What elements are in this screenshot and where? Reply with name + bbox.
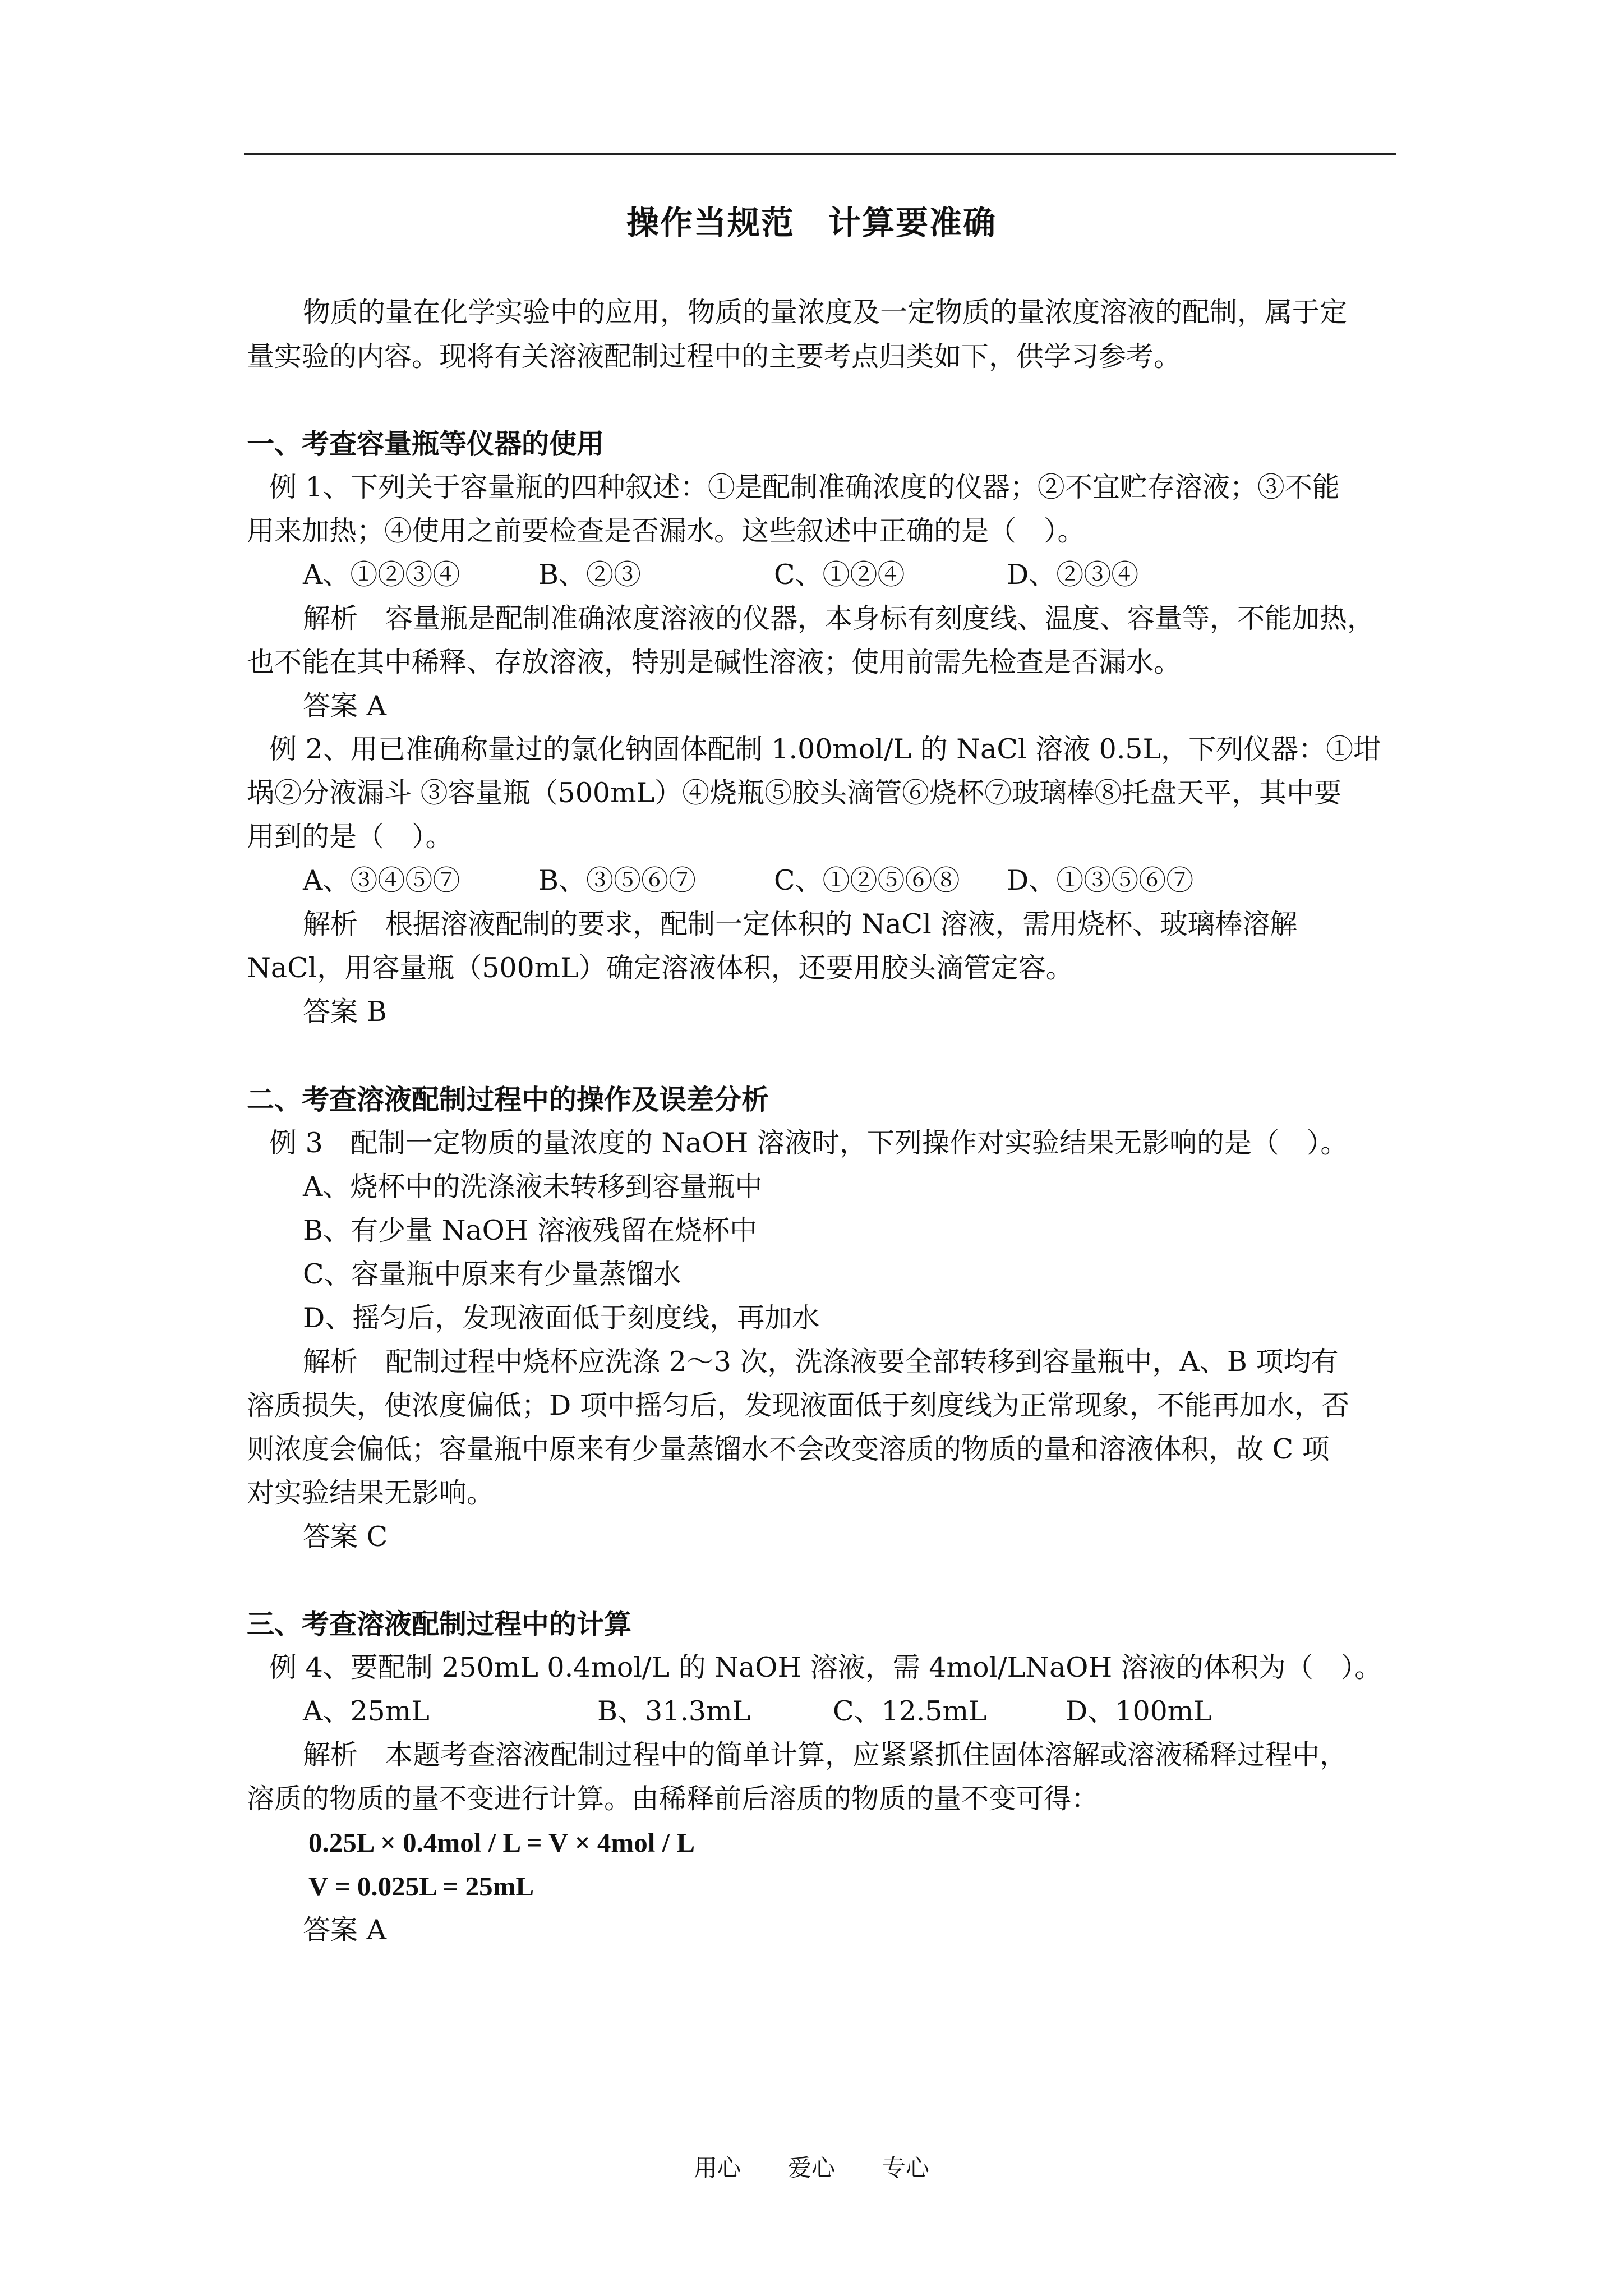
ex4-analysis-line-2: 溶质的物质的量不变进行计算。由稀释前后溶质的物质的量不变可得： — [247, 1783, 1099, 1815]
ex2-option-d: D、①③⑤⑥⑦ — [1007, 864, 1194, 896]
ex2-question-line-1: 例 2、用已准确称量过的氯化钠固体配制 1.00mol/L 的 NaCl 溶液 0.5L，下列仪器：①坩 — [269, 733, 1381, 765]
page-footer: 用心 爱心 专心 — [693, 2154, 929, 2182]
header-rule — [244, 153, 1396, 155]
ex2-question-line-2: 埚②分液漏斗 ③容量瓶（500mL）④烧瓶⑤胶头滴管⑥烧杯⑦玻璃棒⑧托盘天平，其中要 — [247, 777, 1342, 809]
ex1-answer: 答案 A — [303, 690, 386, 722]
ex2-answer: 答案 B — [303, 996, 387, 1028]
ex1-option-a: A、①②③④ — [303, 559, 460, 591]
ex3-answer: 答案 C — [303, 1521, 388, 1553]
ex4-option-a: A、25mL — [303, 1695, 430, 1727]
ex3-analysis-line-2: 溶质损失，使浓度偏低；D 项中摇匀后，发现液面低于刻度线为正常现象，不能再加水，否 — [247, 1389, 1349, 1421]
ex1-option-b: B、②③ — [538, 559, 642, 591]
ex4-formula-2: V = 0.025L = 25mL — [308, 1871, 534, 1902]
ex2-question-line-3: 用到的是（ ）。 — [247, 821, 453, 853]
ex3-option-d: D、摇匀后，发现液面低于刻度线，再加水 — [303, 1302, 820, 1334]
ex3-option-c: C、容量瓶中原来有少量蒸馏水 — [303, 1258, 681, 1290]
ex4-option-d: D、100mL — [1066, 1695, 1212, 1727]
ex4-formula-1: 0.25L × 0.4mol / L = V × 4mol / L — [308, 1827, 695, 1858]
ex3-analysis-line-4: 对实验结果无影响。 — [247, 1477, 495, 1509]
ex2-option-c: C、①②⑤⑥⑧ — [774, 864, 960, 896]
ex3-analysis-line-1: 解析 配制过程中烧杯应洗涤 2～3 次，洗涤液要全部转移到容量瓶中，A、B 项均有 — [303, 1346, 1339, 1378]
ex3-option-b: B、有少量 NaOH 溶液残留在烧杯中 — [303, 1214, 758, 1246]
ex4-answer: 答案 A — [303, 1914, 386, 1946]
ex1-option-c: C、①②④ — [774, 559, 905, 591]
ex1-analysis-line-1: 解析 容量瓶是配制准确浓度溶液的仪器，本身标有刻度线、温度、容量等，不能加热， — [303, 602, 1375, 634]
ex2-option-a: A、③④⑤⑦ — [303, 864, 460, 896]
page-title: 操作当规范 计算要准确 — [626, 204, 997, 242]
ex2-analysis-line-2: NaCl，用容量瓶（500mL）确定溶液体积，还要用胶头滴管定容。 — [247, 952, 1073, 984]
ex1-question-line-2: 用来加热；④使用之前要检查是否漏水。这些叙述中正确的是（ ）。 — [247, 515, 1085, 547]
ex2-option-b: B、③⑤⑥⑦ — [538, 864, 697, 896]
ex3-option-a: A、烧杯中的洗涤液未转移到容量瓶中 — [303, 1171, 763, 1203]
ex4-option-c: C、12.5mL — [833, 1695, 987, 1727]
section-heading-3: 三、考查溶液配制过程中的计算 — [247, 1608, 632, 1640]
ex4-analysis-line-1: 解析 本题考查溶液配制过程中的简单计算，应紧紧抓住固体溶解或溶液稀释过程中， — [303, 1739, 1348, 1771]
ex3-question: 例 3 配制一定物质的量浓度的 NaOH 溶液时，下列操作对实验结果无影响的是（ ）。 — [269, 1127, 1348, 1159]
ex3-analysis-line-3: 则浓度会偏低；容量瓶中原来有少量蒸馏水不会改变溶质的物质的量和溶液体积，故 C 项 — [247, 1433, 1330, 1465]
intro-line-2: 量实验的内容。现将有关溶液配制过程中的主要考点归类如下，供学习参考。 — [247, 341, 1182, 372]
section-heading-1: 一、考查容量瓶等仪器的使用 — [247, 427, 605, 460]
section-heading-2: 二、考查溶液配制过程中的操作及误差分析 — [247, 1083, 769, 1116]
ex4-question: 例 4、要配制 250mL 0.4mol/L 的 NaOH 溶液，需 4mol/LNaOH 溶液的体积为（ ）。 — [269, 1651, 1382, 1683]
ex1-analysis-line-2: 也不能在其中稀释、存放溶液，特别是碱性溶液；使用前需先检查是否漏水。 — [247, 646, 1182, 678]
intro-line-1: 物质的量在化学实验中的应用，物质的量浓度及一定物质的量浓度溶液的配制，属于定 — [303, 296, 1348, 328]
ex4-option-b: B、31.3mL — [597, 1695, 751, 1727]
ex2-analysis-line-1: 解析 根据溶液配制的要求，配制一定体积的 NaCl 溶液，需用烧杯、玻璃棒溶解 — [303, 908, 1298, 940]
ex1-option-d: D、②③④ — [1007, 559, 1139, 591]
ex1-question-line-1: 例 1、下列关于容量瓶的四种叙述：①是配制准确浓度的仪器；②不宜贮存溶液；③不能 — [269, 471, 1340, 503]
